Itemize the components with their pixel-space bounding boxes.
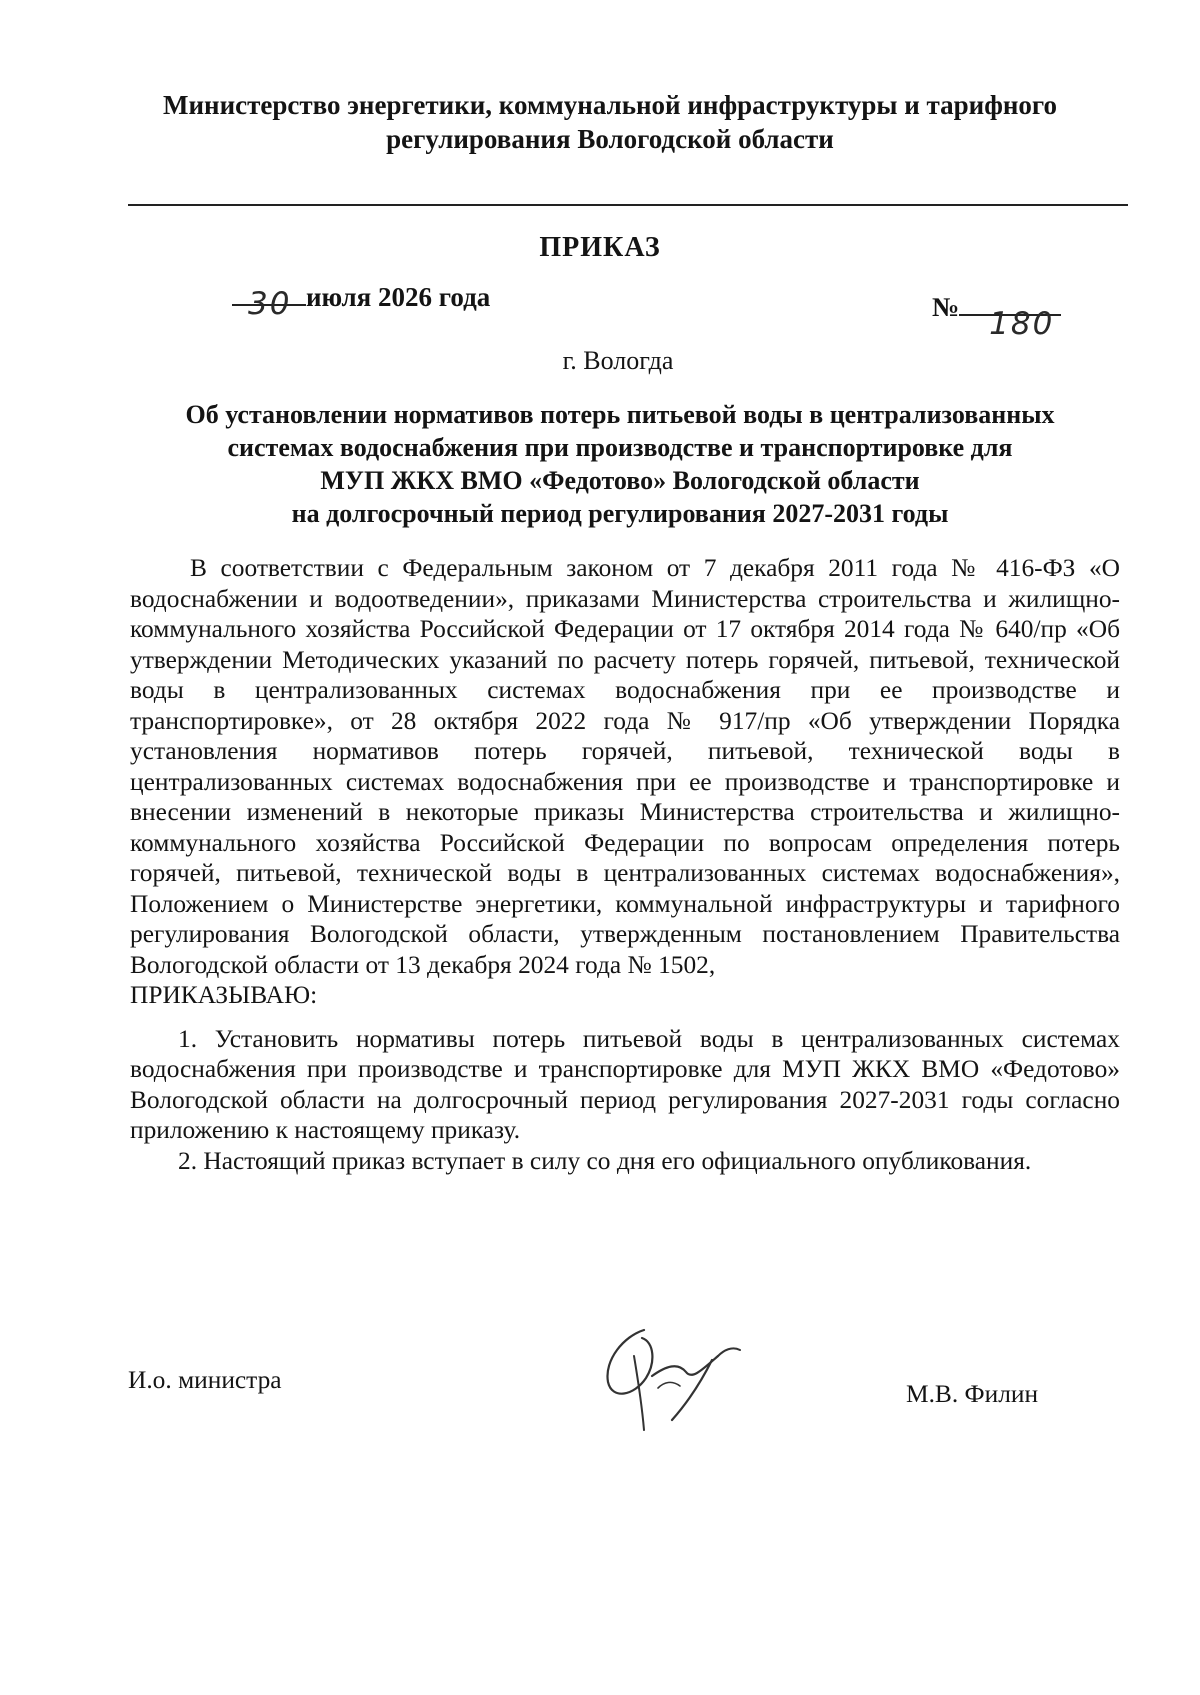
handwritten-number: 180 xyxy=(989,306,1055,342)
order-date xyxy=(232,282,491,322)
signatory-role: И.о. министра xyxy=(128,1366,282,1394)
order-body xyxy=(130,553,1120,1176)
date-month-year: июля 2026 года xyxy=(306,282,491,312)
number-label: № xyxy=(932,292,960,322)
ministry-line-1: Министерство энергетики, коммунальной инфраструктуры и тарифного xyxy=(162,90,1058,120)
preamble-paragraph: В соответствии с Федеральным законом от 7 декабря 2011 года № 416-ФЗ «О водоснабжении и водоотведении», приказами Министерства строительства и жилищно-коммунального хозяйства Российской Федерации от 17 октября 2014 года № 640/пр «Об утверждении Методических указаний по расчету потерь горячей, питьевой, технической воды в централизованных системах водоснабжения при ее производстве и транспортировке», от 28 октября 2022 года № 917/пр «Об утверждении Порядка установления нормативов потерь горячей, питьевой, технической воды в централизованных системах водоснабжения при ее производстве и транспортировке и внесении изменений в некоторые приказы Министерства строительства и жилищно-коммунального хозяйства Российской Федерации по вопросам определения потерь горячей, питьевой, технической воды в централизованных системах водоснабжения», Положением о Министерстве энергетики, коммунальной инфраструктуры и тарифного регулирования Вологодской области, утвержденным постановлением Правительства Вологодской области от 13 декабря 2024 года № 1502, xyxy=(130,554,1120,979)
ministry-header xyxy=(120,88,1100,156)
ministry-line-2: регулирования Вологодской области xyxy=(386,124,834,154)
order-item-1: 1. Установить нормативы потерь питьевой воды в централизованных системах водоснабжения при производстве и транспортировке для МУП ЖКХ ВМО «Федотово» Вологодской области на долгосрочный период регулирования 2027-2031 годы согласно приложению к настоящему приказу. xyxy=(130,1024,1120,1144)
date-day-blank xyxy=(232,286,306,322)
header-divider xyxy=(128,204,1128,206)
order-number xyxy=(932,292,1061,342)
handwritten-day: 30 xyxy=(248,286,292,322)
signature-icon xyxy=(594,1316,754,1436)
subject-line-1: Об установлении нормативов потерь питьевой воды в централизованных xyxy=(185,400,1055,429)
order-subject xyxy=(120,398,1120,530)
signatory-name: М.В. Филин xyxy=(906,1380,1039,1408)
subject-line-4: на долгосрочный период регулирования 2027-2031 годы xyxy=(291,499,949,528)
order-title: ПРИКАЗ xyxy=(539,232,661,263)
number-blank xyxy=(959,306,1061,342)
order-item-2: 2. Настоящий приказ вступает в силу со дня его официального опубликования. xyxy=(178,1146,1032,1175)
order-city: г. Вологда xyxy=(562,346,674,375)
subject-line-2: системах водоснабжения при производстве и транспортировке для xyxy=(227,433,1013,462)
subject-line-3: МУП ЖКХ ВМО «Федотово» Вологодской области xyxy=(320,466,920,495)
command-word: ПРИКАЗЫВАЮ: xyxy=(130,981,318,1009)
